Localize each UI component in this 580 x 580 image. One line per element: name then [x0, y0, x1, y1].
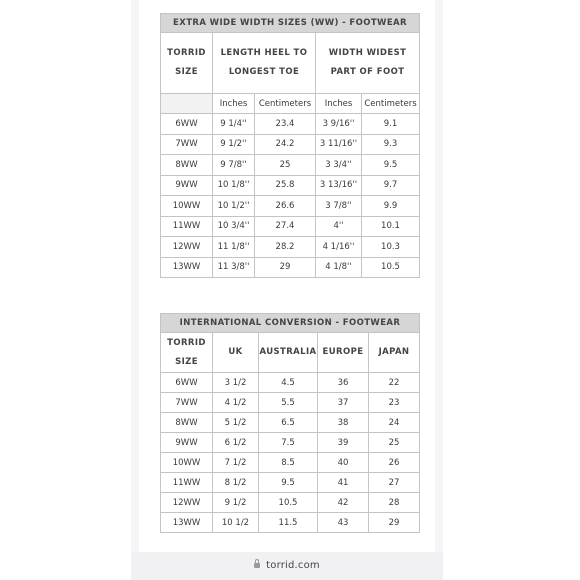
europe-cell: 43	[318, 513, 369, 533]
length-inches-cell: 10 3/4''	[213, 216, 255, 237]
width-cm-subheader: Centimeters	[362, 94, 420, 114]
international-conversion-table	[160, 313, 420, 533]
japan-column-header: JAPAN	[369, 333, 420, 373]
europe-cell: 40	[318, 453, 369, 473]
uk-cell: 4 1/2	[213, 393, 259, 413]
width-inches-cell: 4 1/16''	[316, 237, 362, 258]
europe-cell: 41	[318, 473, 369, 493]
length-cm-cell: 26.6	[255, 196, 316, 217]
length-inches-cell: 10 1/8''	[213, 175, 255, 196]
width-inches-cell: 3 3/4''	[316, 155, 362, 176]
length-inches-cell: 11 3/8''	[213, 257, 255, 278]
width-cm-cell: 10.3	[362, 237, 420, 258]
size-cell: 11WW	[161, 473, 213, 493]
australia-cell: 10.5	[259, 493, 318, 513]
australia-cell: 9.5	[259, 473, 318, 493]
size-cell: 8WW	[161, 413, 213, 433]
size-cell: 9WW	[161, 175, 213, 196]
size-cell: 8WW	[161, 155, 213, 176]
size-cell: 13WW	[161, 513, 213, 533]
size-column-header: TORRID SIZE	[161, 333, 213, 373]
width-cm-cell: 9.9	[362, 196, 420, 217]
japan-cell: 25	[369, 433, 420, 453]
length-inches-cell: 10 1/2''	[213, 196, 255, 217]
address-bar[interactable]	[131, 552, 443, 580]
size-cell: 9WW	[161, 433, 213, 453]
width-cm-cell: 10.5	[362, 257, 420, 278]
australia-column-header: AUSTRALIA	[259, 333, 318, 373]
uk-cell: 6 1/2	[213, 433, 259, 453]
width-cm-cell: 10.1	[362, 216, 420, 237]
width-inches-cell: 3 13/16''	[316, 175, 362, 196]
japan-cell: 26	[369, 453, 420, 473]
size-cell: 11WW	[161, 216, 213, 237]
width-cm-cell: 9.5	[362, 155, 420, 176]
japan-cell: 27	[369, 473, 420, 493]
length-cm-subheader: Centimeters	[255, 94, 316, 114]
australia-cell: 8.5	[259, 453, 318, 473]
table-row	[161, 196, 420, 217]
table-row	[161, 175, 420, 196]
width-cm-cell: 9.1	[362, 114, 420, 135]
japan-cell: 22	[369, 373, 420, 393]
length-cm-cell: 25	[255, 155, 316, 176]
width-inches-cell: 4 1/8''	[316, 257, 362, 278]
width-cm-cell: 9.3	[362, 134, 420, 155]
uk-cell: 9 1/2	[213, 493, 259, 513]
table-row	[161, 433, 420, 453]
length-inches-cell: 9 1/2''	[213, 134, 255, 155]
uk-column-header: UK	[213, 333, 259, 373]
lock-icon	[254, 563, 260, 568]
empty-header-cell	[161, 94, 213, 114]
length-cm-cell: 25.8	[255, 175, 316, 196]
japan-cell: 23	[369, 393, 420, 413]
table-row	[161, 393, 420, 413]
size-cell: 7WW	[161, 393, 213, 413]
width-inches-cell: 3 7/8''	[316, 196, 362, 217]
table-row	[161, 237, 420, 258]
table-row	[161, 473, 420, 493]
length-inches-cell: 11 1/8''	[213, 237, 255, 258]
table-row	[161, 216, 420, 237]
uk-cell: 7 1/2	[213, 453, 259, 473]
size-cell: 10WW	[161, 196, 213, 217]
width-column-header: WIDTH WIDEST PART OF FOOT	[316, 33, 420, 94]
uk-cell: 8 1/2	[213, 473, 259, 493]
table-row	[161, 155, 420, 176]
australia-cell: 5.5	[259, 393, 318, 413]
size-cell: 6WW	[161, 373, 213, 393]
size-cell: 12WW	[161, 493, 213, 513]
europe-cell: 38	[318, 413, 369, 433]
length-column-header: LENGTH HEEL TO LONGEST TOE	[213, 33, 316, 94]
length-cm-cell: 24.2	[255, 134, 316, 155]
size-column-header: TORRID SIZE	[161, 33, 213, 94]
table-title: INTERNATIONAL CONVERSION - FOOTWEAR	[161, 314, 420, 333]
europe-cell: 42	[318, 493, 369, 513]
width-inches-cell: 3 9/16''	[316, 114, 362, 135]
table-row	[161, 373, 420, 393]
length-cm-cell: 27.4	[255, 216, 316, 237]
size-cell: 12WW	[161, 237, 213, 258]
size-cell: 13WW	[161, 257, 213, 278]
japan-cell: 24	[369, 413, 420, 433]
europe-column-header: EUROPE	[318, 333, 369, 373]
japan-cell: 29	[369, 513, 420, 533]
europe-cell: 39	[318, 433, 369, 453]
table-row	[161, 513, 420, 533]
browser-bottom-bar	[131, 552, 443, 580]
australia-cell: 7.5	[259, 433, 318, 453]
table-row	[161, 493, 420, 513]
length-inches-cell: 9 1/4''	[213, 114, 255, 135]
width-cm-cell: 9.7	[362, 175, 420, 196]
length-inches-subheader: Inches	[213, 94, 255, 114]
europe-cell: 36	[318, 373, 369, 393]
table-row	[161, 453, 420, 473]
width-inches-cell: 3 11/16''	[316, 134, 362, 155]
extra-wide-sizes-table	[160, 13, 420, 278]
australia-cell: 6.5	[259, 413, 318, 433]
length-inches-cell: 9 7/8''	[213, 155, 255, 176]
width-inches-cell: 4''	[316, 216, 362, 237]
australia-cell: 4.5	[259, 373, 318, 393]
uk-cell: 5 1/2	[213, 413, 259, 433]
table-row	[161, 134, 420, 155]
url-text: torrid.com	[266, 560, 320, 571]
length-cm-cell: 23.4	[255, 114, 316, 135]
length-cm-cell: 28.2	[255, 237, 316, 258]
uk-cell: 3 1/2	[213, 373, 259, 393]
size-cell: 10WW	[161, 453, 213, 473]
size-cell: 7WW	[161, 134, 213, 155]
table-row	[161, 257, 420, 278]
length-cm-cell: 29	[255, 257, 316, 278]
table-title: EXTRA WIDE WIDTH SIZES (WW) - FOOTWEAR	[161, 14, 420, 33]
width-inches-subheader: Inches	[316, 94, 362, 114]
uk-cell: 10 1/2	[213, 513, 259, 533]
japan-cell: 28	[369, 493, 420, 513]
table-row	[161, 413, 420, 433]
australia-cell: 11.5	[259, 513, 318, 533]
size-cell: 6WW	[161, 114, 213, 135]
europe-cell: 37	[318, 393, 369, 413]
table-row	[161, 114, 420, 135]
